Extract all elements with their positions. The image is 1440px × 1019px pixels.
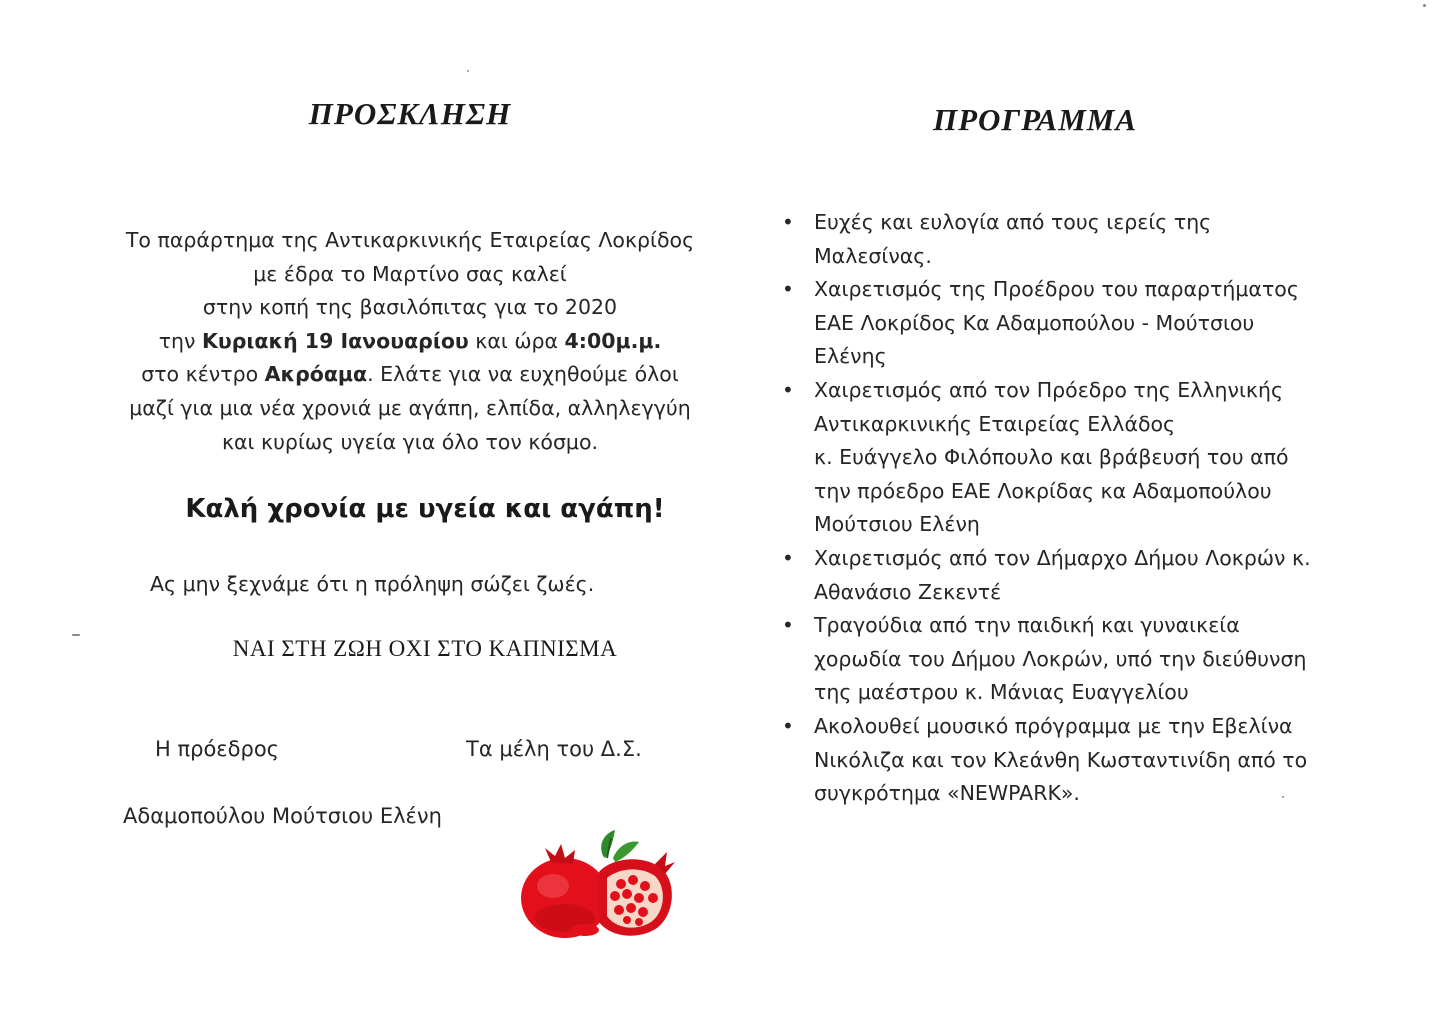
program-item-line: Ακολουθεί μουσικό πρόγραμμα με την Εβελίνα — [814, 713, 1293, 738]
president-role-label: Η πρόεδρος — [155, 737, 279, 761]
prevention-reminder: Ας μην ξεχνάμε ότι η πρόληψη σώζει ζωές. — [150, 572, 595, 596]
intro-line: μαζί για μια νέα χρονιά με αγάπη, ελπίδα, αλληλεγγύη — [129, 395, 691, 420]
invitation-intro — [80, 224, 740, 459]
program-item-line: Μαλεσίνας. — [814, 243, 932, 268]
scan-speck — [1423, 4, 1426, 7]
intro-line: στην κοπή της βασιλόπιτας για το 2020 — [202, 295, 618, 320]
program-item-line: Ελένης — [814, 344, 887, 369]
scan-speck — [72, 634, 80, 636]
program-item-line: την πρόεδρο ΕΑΕ Λοκρίδας κα Αδαμοπούλου — [814, 478, 1272, 503]
intro-line: και κυρίως υγεία για όλο τον κόσμο. — [221, 429, 599, 454]
president-name: Αδαμοπούλου Μούτσιου Ελένη — [123, 804, 442, 828]
board-members-label: Τα μέλη του Δ.Σ. — [466, 737, 642, 761]
program-item-line: Μούτσιου Ελένη — [814, 512, 980, 537]
program-item-line: χορωδία του Δήμου Λοκρών, υπό την διεύθυνση — [814, 646, 1307, 671]
intro-text: . Ελάτε για να ευχηθούμε όλοι — [367, 362, 679, 387]
program-item — [778, 609, 1338, 710]
program-item-line: Νικόλιζα και τον Κλεάνθη Κωσταντινίδη από το — [814, 747, 1308, 772]
bullet-icon: • — [782, 713, 794, 738]
program-item-line: Χαιρετισμός της Προέδρου του παραρτήματος — [814, 277, 1299, 302]
bullet-icon: • — [782, 545, 794, 570]
greeting-text: Καλή χρονία με υγεία και αγάπη! — [185, 494, 665, 524]
program-title: ΠΡΟΓΡΑΜΜΑ — [932, 102, 1138, 137]
program-item-line: της μαέστρου κ. Μάνιας Ευαγγελίου — [814, 680, 1189, 705]
invitation-title: ΠΡΟΣΚΛΗΣΗ — [308, 96, 512, 131]
pomegranate-icon — [515, 828, 680, 943]
program-item-line: Χαιρετισμός από τον Πρόεδρο της Ελληνικής — [814, 377, 1284, 402]
program-item — [778, 206, 1338, 273]
program-item-line: ΕΑΕ Λοκρίδος Κα Αδαμοπούλου - Μούτσιου — [814, 310, 1255, 335]
scan-speck — [1282, 796, 1284, 798]
program-item — [778, 710, 1338, 811]
intro-line: με έδρα το Μαρτίνο σας καλεί — [253, 261, 567, 286]
program-item — [778, 542, 1338, 609]
program-item-line: Τραγούδια από την παιδική και γυναικεία — [814, 613, 1240, 638]
intro-text: την — [158, 328, 203, 353]
event-venue: Ακρόαμα — [264, 362, 368, 387]
program-item-line: κ. Ευάγγελο Φιλόπουλο και βράβευσή του από — [814, 445, 1289, 470]
bullet-icon: • — [782, 377, 794, 402]
program-list — [778, 206, 1338, 811]
intro-line-venue — [80, 358, 740, 392]
intro-text: και ώρα — [468, 328, 565, 353]
program-item-line: συγκρότημα «NEWPARK». — [814, 781, 1080, 806]
program-item-line: Χαιρετισμός από τον Δήμαρχο Δήμου Λοκρών κ. — [814, 545, 1311, 570]
bullet-icon: • — [782, 277, 794, 302]
program-item — [778, 374, 1338, 542]
program-item-line: Αθανάσιο Ζεκεντέ — [814, 579, 1002, 604]
bullet-icon: • — [782, 613, 794, 638]
bullet-icon: • — [782, 210, 794, 234]
intro-line-date — [80, 325, 740, 359]
event-date: Κυριακή 19 Ιανουαρίου — [202, 328, 469, 353]
program-item-line: Ευχές και ευλογία από τους ιερείς της — [814, 210, 1212, 234]
anti-smoking-slogan: ΝΑΙ ΣΤΗ ΖΩΗ ΟΧΙ ΣΤΟ ΚΑΠΝΙΣΜΑ — [232, 636, 618, 661]
program-item-line: Αντικαρκινικής Εταιρείας Ελλάδος — [814, 411, 1176, 436]
intro-line: Το παράρτημα της Αντικαρκινικής Εταιρείας Λοκρίδος — [125, 228, 695, 252]
scan-speck — [467, 70, 469, 72]
program-item — [778, 273, 1338, 374]
event-time: 4:00μ.μ. — [564, 328, 662, 353]
intro-text: στο κέντρο — [141, 362, 265, 387]
